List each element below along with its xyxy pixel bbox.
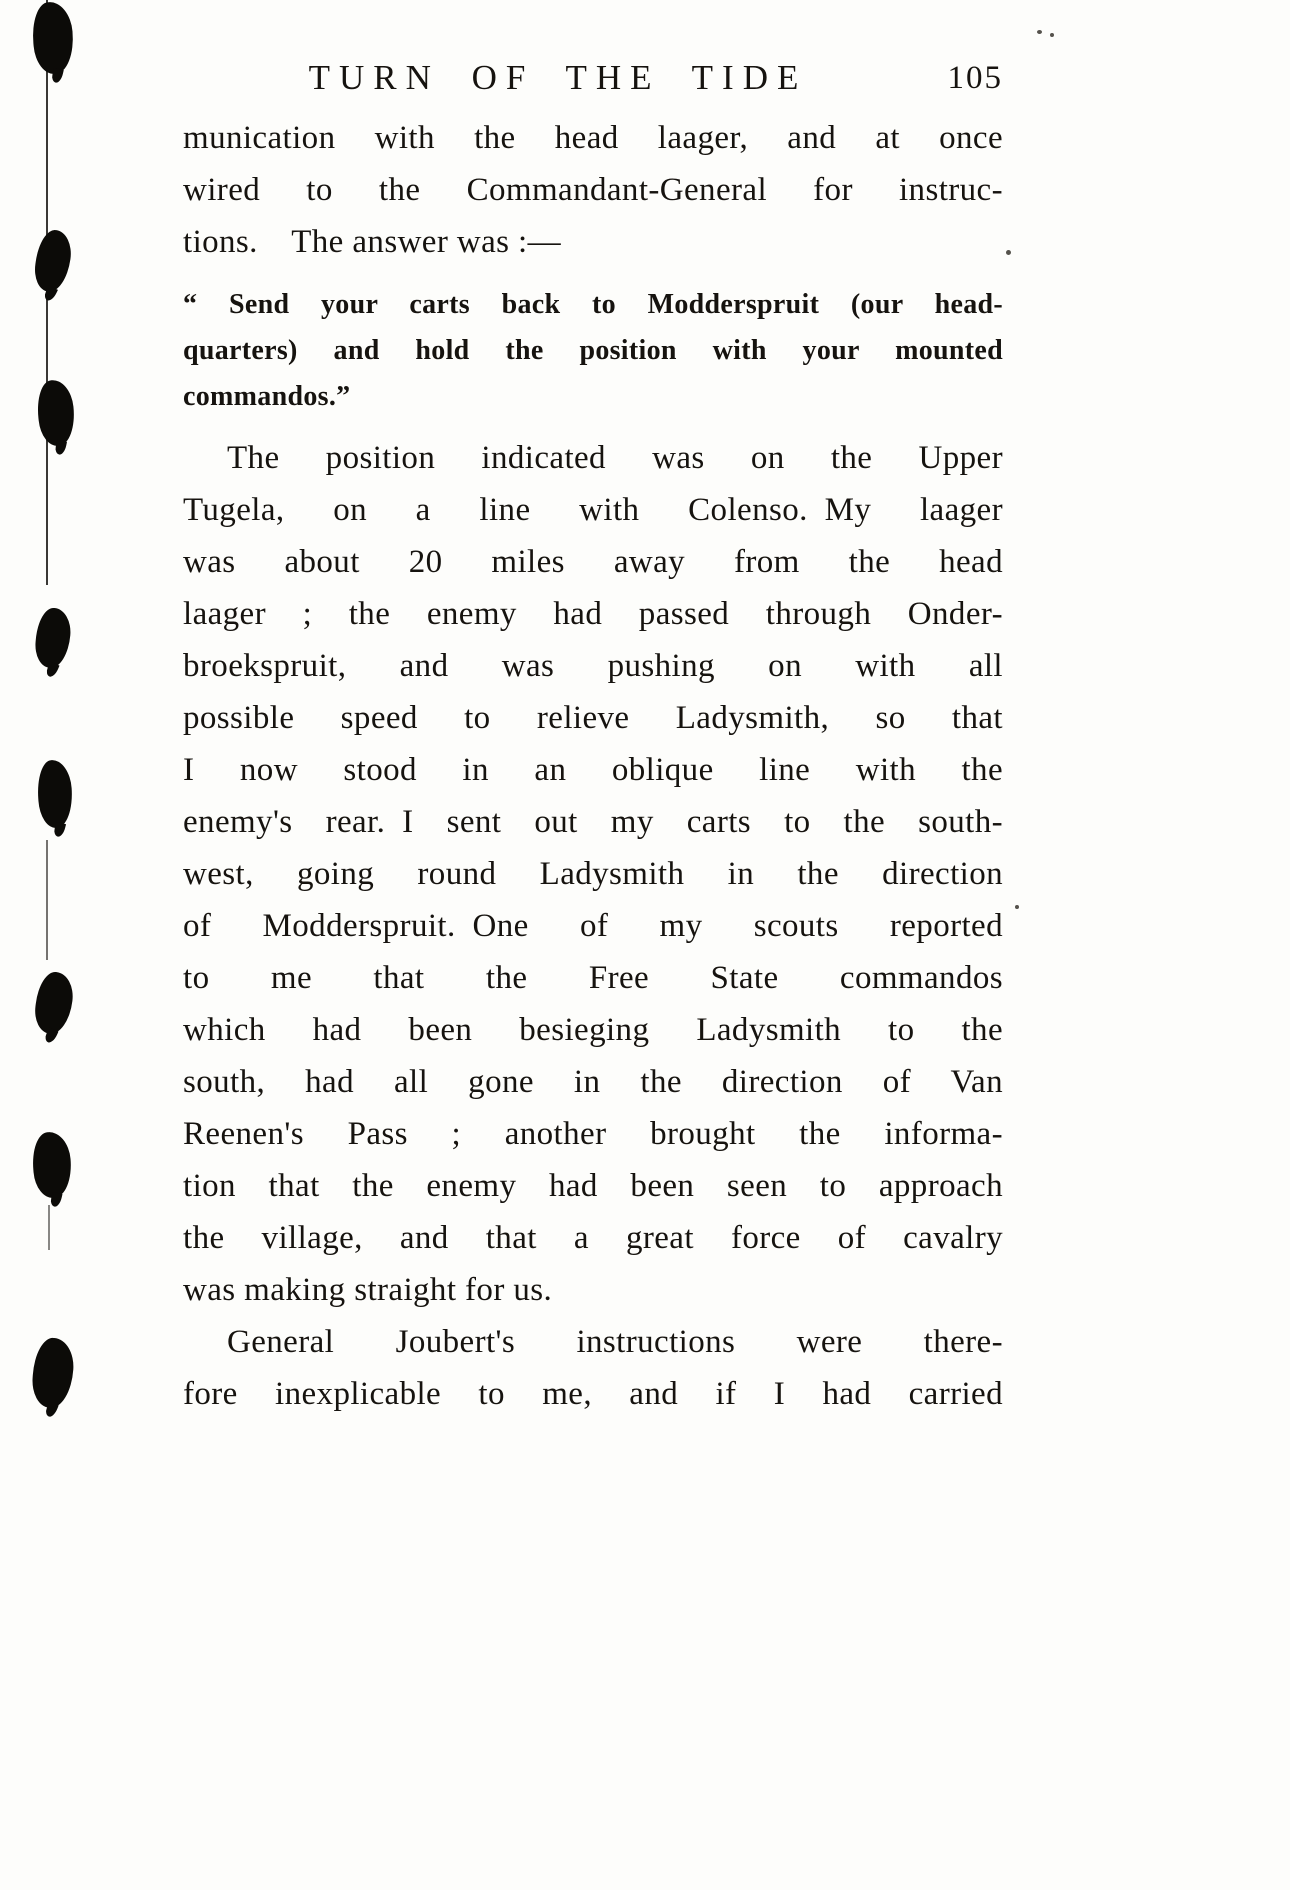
text-line: Reenen's Pass ; another brought the informa- [183, 1116, 1003, 1152]
ink-blot [32, 970, 75, 1036]
text-line: Tugela, on a line with Colenso. My laager [183, 492, 1003, 528]
text-line: south, had all gone in the direction of Van [183, 1064, 1003, 1100]
text-line: west, going round Ladysmith in the direction [183, 856, 1003, 892]
text-line: “ Send your carts back to Modderspruit (our head- [183, 289, 1003, 320]
text-line: enemy's rear. I sent out my carts to the south- [183, 804, 1003, 840]
text-line: munication with the head laager, and at once [183, 120, 1003, 156]
text-line: was about 20 miles away from the head [183, 544, 1003, 580]
page-number: 105 [947, 60, 1003, 96]
text-line: tion that the enemy had been seen to approach [183, 1168, 1003, 1204]
text-line: wired to the Commandant-General for instruc- [183, 172, 1003, 208]
text-line: The position indicated was on the Upper [227, 440, 1003, 476]
text-line: was making straight for us. [183, 1272, 553, 1308]
text-block [183, 112, 1003, 1420]
binding-line [46, 840, 48, 960]
ink-blot [33, 607, 72, 670]
paragraph [183, 112, 1003, 268]
ink-blot [32, 228, 74, 294]
speck [1006, 250, 1011, 255]
text-line: I now stood in an oblique line with the [183, 752, 1003, 788]
text-line: which had been besieging Ladysmith to the [183, 1012, 1003, 1048]
text-line: laager ; the enemy had passed through Onder- [183, 596, 1003, 632]
ink-blot [30, 1130, 74, 1199]
text-line: General Joubert's instructions were there- [227, 1324, 1003, 1360]
running-head [183, 58, 1003, 102]
text-line: quarters) and hold the position with your mounted [183, 335, 1003, 366]
speck [1050, 33, 1054, 37]
text-line: fore inexplicable to me, and if I had carried [183, 1376, 1003, 1412]
text-line: of Modderspruit. One of my scouts reported [183, 908, 1003, 944]
ink-blot [36, 759, 75, 829]
binding-line [48, 1205, 50, 1250]
ink-blot [31, 1337, 76, 1410]
text-line: possible speed to relieve Ladysmith, so that [183, 700, 1003, 736]
page-title: TURN OF THE TIDE [308, 58, 808, 97]
ink-blot [30, 0, 76, 75]
text-line: commandos.” [183, 381, 351, 412]
text-line: the village, and that a great force of cavalry [183, 1220, 1003, 1256]
paragraph [183, 1316, 1003, 1420]
blockquote [183, 282, 1003, 420]
speck [1015, 905, 1019, 909]
speck [1037, 30, 1042, 34]
text-line: broekspruit, and was pushing on with all [183, 648, 1003, 684]
ink-blot [35, 378, 78, 447]
text-line: to me that the Free State commandos [183, 960, 1003, 996]
paragraph [183, 432, 1003, 1316]
text-line: tions. The answer was :— [183, 224, 562, 260]
